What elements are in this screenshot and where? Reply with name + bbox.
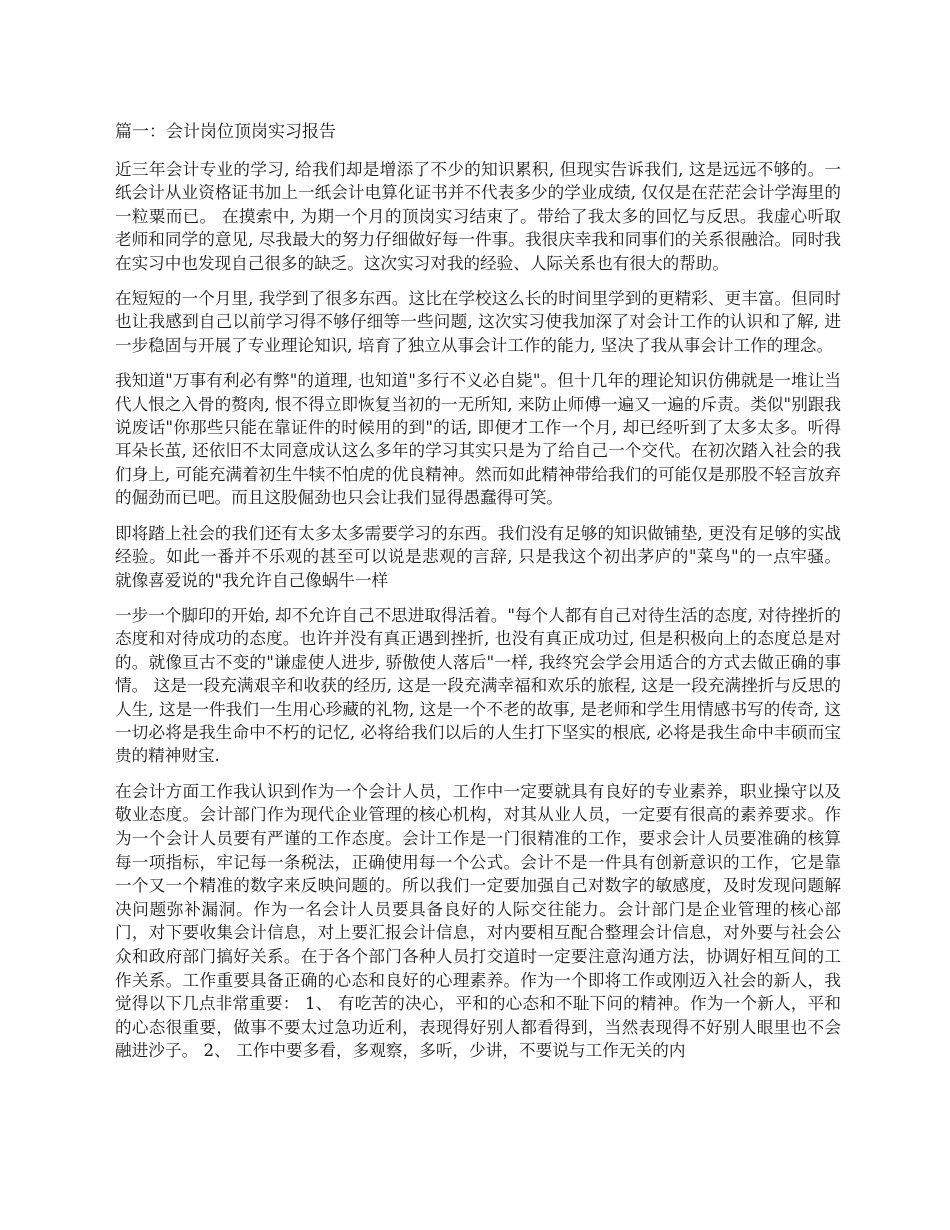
document-page <box>115 120 841 1075</box>
paragraph-4: 即将踏上社会的我们还有太多太多需要学习的东西。我们没有足够的知识做铺垫, 更没有足够的实战经验。如此一番并不乐观的甚至可以说是悲观的言辞, 只是我这个初出茅庐的"菜鸟"的一点牢骚。 就像喜爱说的"我允许自己像蜗牛一样 <box>115 523 841 590</box>
paragraph-3: 我知道"万事有利必有弊"的道理, 也知道"多行不义必自毙"。但十几年的理论知识仿佛就是一堆让当代人恨之入骨的赘肉, 恨不得立即恢复当初的一无所知, 来防止师傅一遍又一遍的斥责。类似"别跟我说废话"你那些只能在靠证件的时候用的到"的话, 即便才工作一个月, 却已经听到了太多太多。听得耳朵长茧, 还依旧不太同意成认这么多年的学习其实只是为了给自己一个交代。在初次踏入社会的我们身上, 可能充满着初生牛犊不怕虎的优良精神。然而如此精神带给我们的可能仅是那股不轻言放弃的倔劲而已吧。而且这股倔劲也只会让我们显得愚蠢得可笑。 <box>115 371 841 508</box>
paragraph-2: 在短短的一个月里, 我学到了很多东西。这比在学校这么长的时间里学到的更精彩、更丰富。但同时也让我感到自己以前学习得不够仔细等一些问题, 这次实习使我加深了对会计工作的认识和了解, 进一步稳固与开展了专业理论知识, 培育了独立从事会计工作的能力, 坚决了我从事会计工作的理念。 <box>115 289 841 355</box>
paragraph-1: 近三年会计专业的学习, 给我们却是增添了不少的知识累积, 但现实告诉我们, 这是远远不够的。一纸会计从业资格证书加上一纸会计电算化证书并不代表多少的学业成绩, 仅仅是在茫茫会计学海里的一粒粟而已。 在摸索中, 为期一个月的顶岗实习结束了。带给了我太多的回忆与反思。我虚心听取老师和同学的意见, 尽我最大的努力仔细做好每一件事。我很庆幸我和同事们的关系很融洽。同时我在实习中也发现自己很多的缺乏。这次实习对我的经验、人际关系也有很大的帮助。 <box>115 160 841 273</box>
paragraph-6: 在会计方面工作我认识到作为一个会计人员，工作中一定要就具有良好的专业素养，职业操守以及敬业态度。会计部门作为现代企业管理的核心机构，对其从业人员，一定要有很高的素养要求。作为一个会计人员要有严谨的工作态度。会计工作是一门很精准的工作，要求会计人员要准确的核算每一项指标，牢记每一条税法，正确使用每一个公式。会计不是一件具有创新意识的工作，它是靠一个又一个精准的数字来反映问题的。所以我们一定要加强自己对数字的敏感度，及时发现问题解决问题弥补漏洞。作为一名会计人员要具备良好的人际交往能力。会计部门是企业管理的核心部门，对下要收集会计信息，对上要汇报会计信息，对内要相互配合整理会计信息，对外要与社会公众和政府部门搞好关系。在于各个部门各种人员打交道时一定要注意沟通方法，协调好相互间的工作关系。工作重要具备正确的心态和良好的心理素养。作为一个即将工作或刚迈入社会的新人，我觉得以下几点非常重要： 1、 有吃苦的决心，平和的心态和不耻下问的精神。作为一个新人，平和的心态很重要，做事不要太过急功近利，表现得好别人都看得到，当然表现得不好别人眼里也不会融进沙子。 2、 工作中要多看，多观察，多听，少讲，不要说与工作无关的内 <box>115 781 841 1061</box>
paragraph-5: 一步一个脚印的开始, 却不允许自己不思进取得活着。"每个人都有自己对待生活的态度, 对待挫折的态度和对待成功的态度。也许并没有真正遇到挫折, 也没有真正成功过, 但是积极向上的态度总是对的。就像亘古不变的"谦虚使人进步, 骄傲使人落后"一样, 我终究会学会用适合的方式去做正确的事情。 这是一段充满艰辛和收获的经历, 这是一段充满幸福和欢乐的旅程, 这是一段充满挫折与反思的人生, 这是一件我们一生用心珍藏的礼物, 这是一个不老的故事, 是老师和学生用情感书写的传奇, 这一切必将是我生命中不朽的记忆, 必将给我们以后的人生打下坚实的根底, 必将是我生命中丰硕而宝贵的精神财宝. <box>115 605 841 766</box>
document-title: 篇一：会计岗位顶岗实习报告 <box>115 122 336 142</box>
